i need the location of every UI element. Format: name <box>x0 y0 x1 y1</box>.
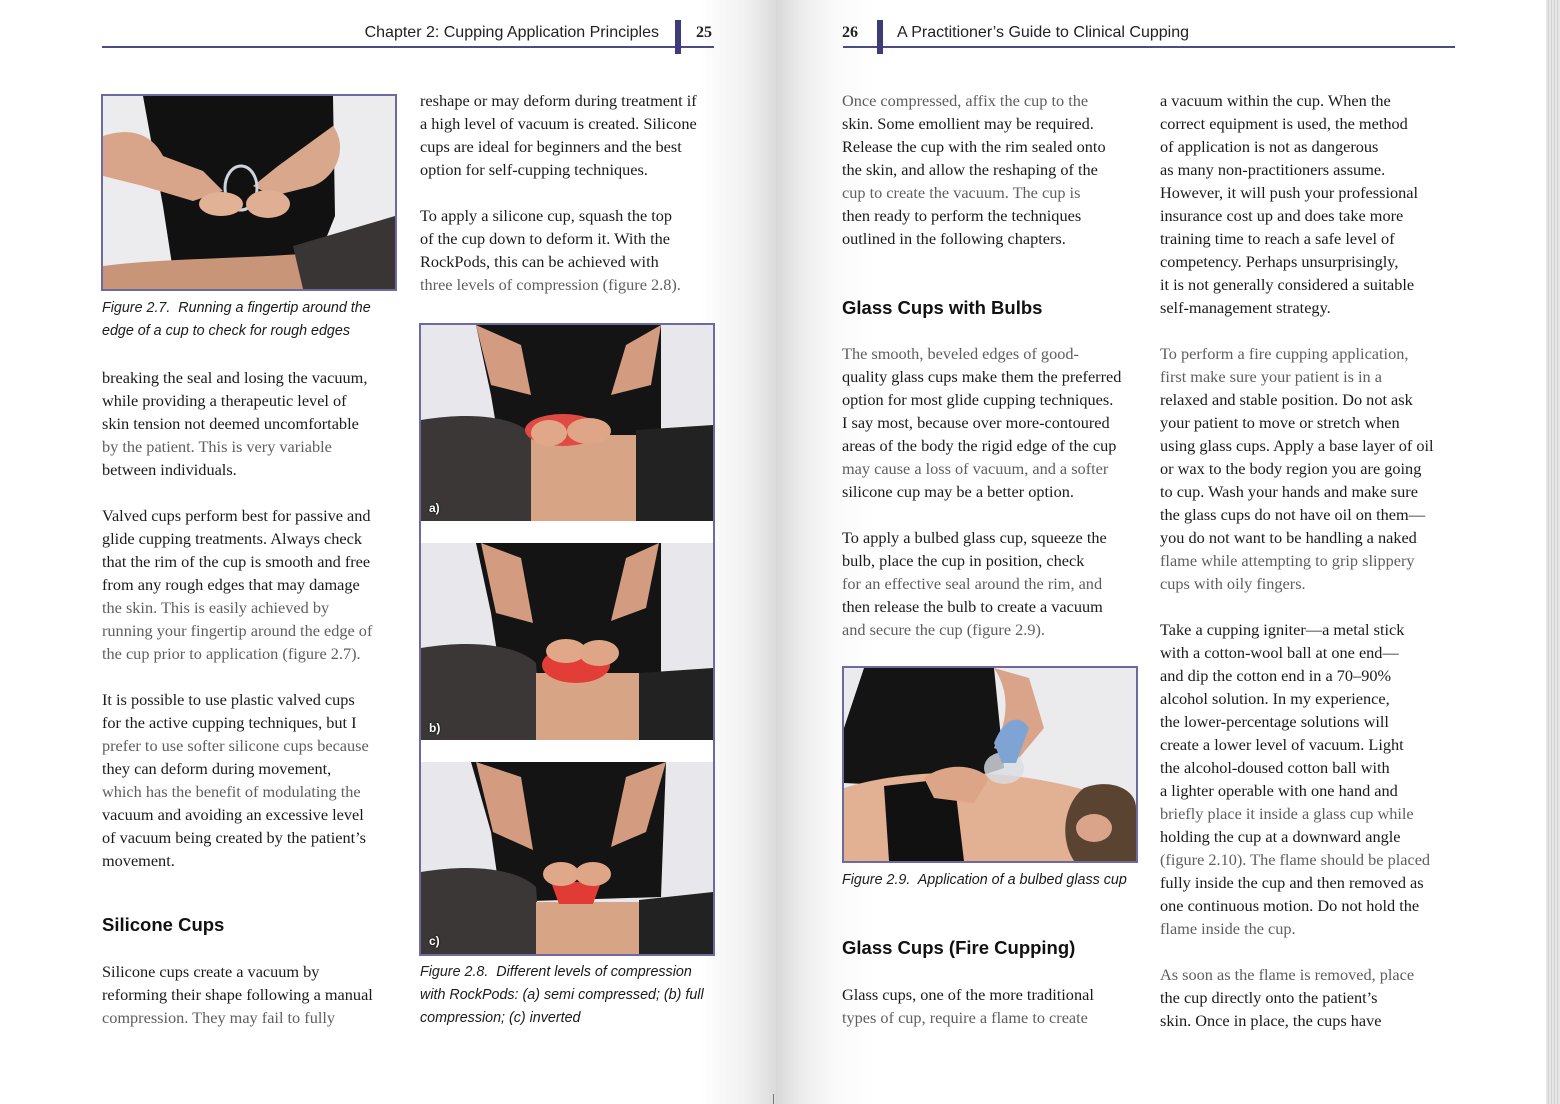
text-line: As soon as the flame is removed, place <box>1160 965 1415 984</box>
figure-2-7-caption <box>102 297 402 343</box>
paragraph <box>102 504 407 665</box>
text-line: then ready to perform the techniques <box>842 206 1082 225</box>
text-line: holding the cup at a downward angle <box>1160 827 1401 846</box>
text-line: a vacuum within the cup. When the <box>1160 91 1391 110</box>
text-line: movement. <box>102 851 175 870</box>
text-line: the cup prior to application (figure 2.7). <box>102 644 361 663</box>
left-column-1 <box>102 366 407 895</box>
paragraph <box>420 89 720 181</box>
figure-2-7-caption-line: Running a fingertip around the <box>178 300 371 316</box>
text-line: skin. Once in place, the cups have <box>1160 1011 1382 1030</box>
figure-2-9-label: Figure 2.9. <box>842 872 911 888</box>
text-line: Glass cups, one of the more traditional <box>842 985 1094 1004</box>
figure-2-7-image <box>101 94 397 291</box>
text-line: of vacuum being created by the patient’s <box>102 828 367 847</box>
text-line: (figure 2.10). The flame should be placed <box>1160 850 1431 869</box>
text-line: of the cup down to deform it. With the <box>420 229 670 248</box>
text-line: However, it will push your professional <box>1160 183 1418 202</box>
text-line: from any rough edges that may damage <box>102 575 360 594</box>
panel-label-a: a) <box>429 501 440 515</box>
page-number: 25 <box>696 24 712 41</box>
text-line: using glass cups. Apply a base layer of oil <box>1160 436 1434 455</box>
text-line: types of cup, require a flame to create <box>842 1008 1088 1027</box>
text-line: for the active cupping techniques, but I <box>102 713 357 732</box>
gutter-mark <box>773 1094 774 1104</box>
text-line: cup to create the vacuum. The cup is <box>842 183 1081 202</box>
paragraph <box>420 204 720 296</box>
page-stack-edge <box>1546 0 1560 1104</box>
figure-2-8-panel-b <box>421 543 713 740</box>
figure-2-9-caption <box>842 869 1152 892</box>
figure-2-8-caption <box>420 961 730 1030</box>
text-line: insurance cost up and does take more <box>1160 206 1404 225</box>
heading-silicone-cups: Silicone Cups <box>102 914 225 935</box>
paragraph <box>842 983 1147 1029</box>
text-line: create a lower level of vacuum. Light <box>1160 735 1404 754</box>
text-line: bulb, place the cup in position, check <box>842 551 1085 570</box>
text-line: they can deform during movement, <box>102 759 332 778</box>
paragraph <box>1160 963 1465 1032</box>
photo-semi-compressed-cup <box>421 325 713 521</box>
text-line: areas of the body the rigid edge of the cup <box>842 436 1117 455</box>
text-line: correct equipment is used, the method <box>1160 114 1408 133</box>
running-head-right <box>776 18 1546 52</box>
right-column-2 <box>1160 89 1465 1055</box>
text-line: prefer to use softer silicone cups because <box>102 736 369 755</box>
header-accent-bar <box>877 20 883 54</box>
text-line: outlined in the following chapters. <box>842 229 1066 248</box>
paragraph <box>1160 89 1465 319</box>
left-page <box>0 0 776 1104</box>
text-line: for an effective seal around the rim, and <box>842 574 1103 593</box>
text-line: flame inside the cup. <box>1160 919 1296 938</box>
figure-2-8-image <box>419 323 715 956</box>
text-line: cups with oily fingers. <box>1160 574 1306 593</box>
text-line: fully inside the cup and then removed as <box>1160 873 1424 892</box>
text-line: To perform a fire cupping application, <box>1160 344 1409 363</box>
right-column-1-section-3 <box>842 983 1147 1052</box>
figure-2-8-caption-line: Different levels of compression <box>496 964 692 980</box>
text-line: first make sure your patient is in a <box>1160 367 1382 386</box>
text-line: running your fingertip around the edge of <box>102 621 373 640</box>
text-line: of application is not as dangerous <box>1160 137 1379 156</box>
photo-inverted-cup <box>421 762 713 956</box>
text-line: one continuous motion. Do not hold the <box>1160 896 1420 915</box>
figure-2-8-caption-line: compression; (c) inverted <box>420 1010 581 1026</box>
text-line: option for most glide cupping techniques. <box>842 390 1114 409</box>
text-line: The smooth, beveled edges of good- <box>842 344 1079 363</box>
text-line: self-management strategy. <box>1160 298 1331 317</box>
text-line: To apply a bulbed glass cup, squeeze the <box>842 528 1107 547</box>
text-line: the skin, and allow the reshaping of the <box>842 160 1098 179</box>
figure-2-8-caption-line: with RockPods: (a) semi compressed; (b) full <box>420 987 704 1003</box>
text-line: the skin. This is easily achieved by <box>102 598 330 617</box>
text-line: that the rim of the cup is smooth and free <box>102 552 371 571</box>
right-page <box>776 0 1546 1104</box>
text-line: Once compressed, affix the cup to the <box>842 91 1089 110</box>
left-column-1-continued <box>102 960 407 1052</box>
text-line: to cup. Wash your hands and make sure <box>1160 482 1418 501</box>
text-line: RockPods, this can be achieved with <box>420 252 659 271</box>
text-line: between individuals. <box>102 460 237 479</box>
text-line: the lower-percentage solutions will <box>1160 712 1389 731</box>
text-line: three levels of compression (figure 2.8). <box>420 275 681 294</box>
right-column-1-section-2 <box>842 342 1147 664</box>
text-line: with a cotton-wool ball at one end— <box>1160 643 1399 662</box>
text-line: silicone cup may be a better option. <box>842 482 1074 501</box>
text-line: option for self-cupping techniques. <box>420 160 648 179</box>
text-line: glide cupping treatments. Always check <box>102 529 362 548</box>
figure-2-7-caption-line: edge of a cup to check for rough edges <box>102 323 350 339</box>
photo-bulbed-glass-cup <box>844 668 1136 861</box>
page-number: 26 <box>842 24 858 41</box>
text-line: Silicone cups create a vacuum by <box>102 962 320 981</box>
paragraph <box>102 688 407 872</box>
text-line: To apply a silicone cup, squash the top <box>420 206 673 225</box>
photo-full-compression-cup <box>421 543 713 740</box>
figure-2-8-label: Figure 2.8. <box>420 964 489 980</box>
text-line: skin. Some emollient may be required. <box>842 114 1094 133</box>
figure-2-8-panel-a <box>421 325 713 521</box>
text-line: reshape or may deform during treatment if <box>420 91 697 110</box>
text-line: as many non-practitioners assume. <box>1160 160 1386 179</box>
text-line: quality glass cups make them the preferred <box>842 367 1122 386</box>
panel-label-b: b) <box>429 721 441 735</box>
text-line: the cup directly onto the patient’s <box>1160 988 1378 1007</box>
heading-fire-cupping: Glass Cups (Fire Cupping) <box>842 937 1076 958</box>
text-line: the glass cups do not have oil on them— <box>1160 505 1425 524</box>
text-line: while providing a therapeutic level of <box>102 391 347 410</box>
text-line: cups are ideal for beginners and the best <box>420 137 682 156</box>
text-line: then release the bulb to create a vacuum <box>842 597 1103 616</box>
text-line: Valved cups perform best for passive and <box>102 506 371 525</box>
figure-2-9-image <box>842 666 1138 863</box>
text-line: training time to reach a safe level of <box>1160 229 1395 248</box>
figure-2-8-panel-c <box>421 762 713 956</box>
text-line: the alcohol-doused cotton ball with <box>1160 758 1390 777</box>
text-line: a high level of vacuum is created. Silicone <box>420 114 697 133</box>
header-accent-bar <box>675 20 681 54</box>
text-line: may cause a loss of vacuum, and a softer <box>842 459 1109 478</box>
text-line: skin tension not deemed uncomfortable <box>102 414 359 433</box>
left-column-2 <box>420 89 720 319</box>
paragraph <box>1160 342 1465 595</box>
paragraph <box>102 960 407 1029</box>
text-line: relaxed and stable position. Do not ask <box>1160 390 1413 409</box>
text-line: and dip the cotton end in a 70–90% <box>1160 666 1392 685</box>
text-line: Take a cupping igniter—a metal stick <box>1160 620 1405 639</box>
heading-glass-cups-with-bulbs: Glass Cups with Bulbs <box>842 297 1043 318</box>
text-line: or wax to the body region you are going <box>1160 459 1422 478</box>
text-line: reforming their shape following a manual <box>102 985 373 1004</box>
panel-label-c: c) <box>429 934 440 948</box>
text-line: I say most, because over more-contoured <box>842 413 1110 432</box>
text-line: and secure the cup (figure 2.9). <box>842 620 1045 639</box>
text-line: competency. Perhaps unsurprisingly, <box>1160 252 1399 271</box>
photo-checking-cup-edge <box>103 96 395 289</box>
text-line: your patient to move or stretch when <box>1160 413 1400 432</box>
running-head-left <box>0 18 776 52</box>
text-line: It is possible to use plastic valved cups <box>102 690 355 709</box>
text-line: briefly place it inside a glass cup while <box>1160 804 1414 823</box>
text-line: by the patient. This is very variable <box>102 437 332 456</box>
paragraph <box>842 526 1147 641</box>
right-column-1 <box>842 89 1147 273</box>
book-title: A Practitioner’s Guide to Clinical Cupping <box>897 24 1190 41</box>
text-line: flame while attempting to grip slippery <box>1160 551 1415 570</box>
paragraph <box>842 89 1147 250</box>
text-line: which has the benefit of modulating the <box>102 782 361 801</box>
text-line: vacuum and avoiding an excessive level <box>102 805 364 824</box>
text-line: alcohol solution. In my experience, <box>1160 689 1390 708</box>
chapter-title: Chapter 2: Cupping Application Principles <box>364 24 659 41</box>
text-line: compression. They may fail to fully <box>102 1008 336 1027</box>
text-line: Release the cup with the rim sealed onto <box>842 137 1106 156</box>
figure-2-9-caption-text: Application of a bulbed glass cup <box>917 872 1127 888</box>
text-line: breaking the seal and losing the vacuum, <box>102 368 368 387</box>
text-line: you do not want to be handling a naked <box>1160 528 1417 547</box>
paragraph <box>842 342 1147 503</box>
paragraph <box>102 366 407 481</box>
figure-2-7-label: Figure 2.7. <box>102 300 171 316</box>
text-line: a lighter operable with one hand and <box>1160 781 1398 800</box>
text-line: it is not generally considered a suitable <box>1160 275 1415 294</box>
paragraph <box>1160 618 1465 940</box>
